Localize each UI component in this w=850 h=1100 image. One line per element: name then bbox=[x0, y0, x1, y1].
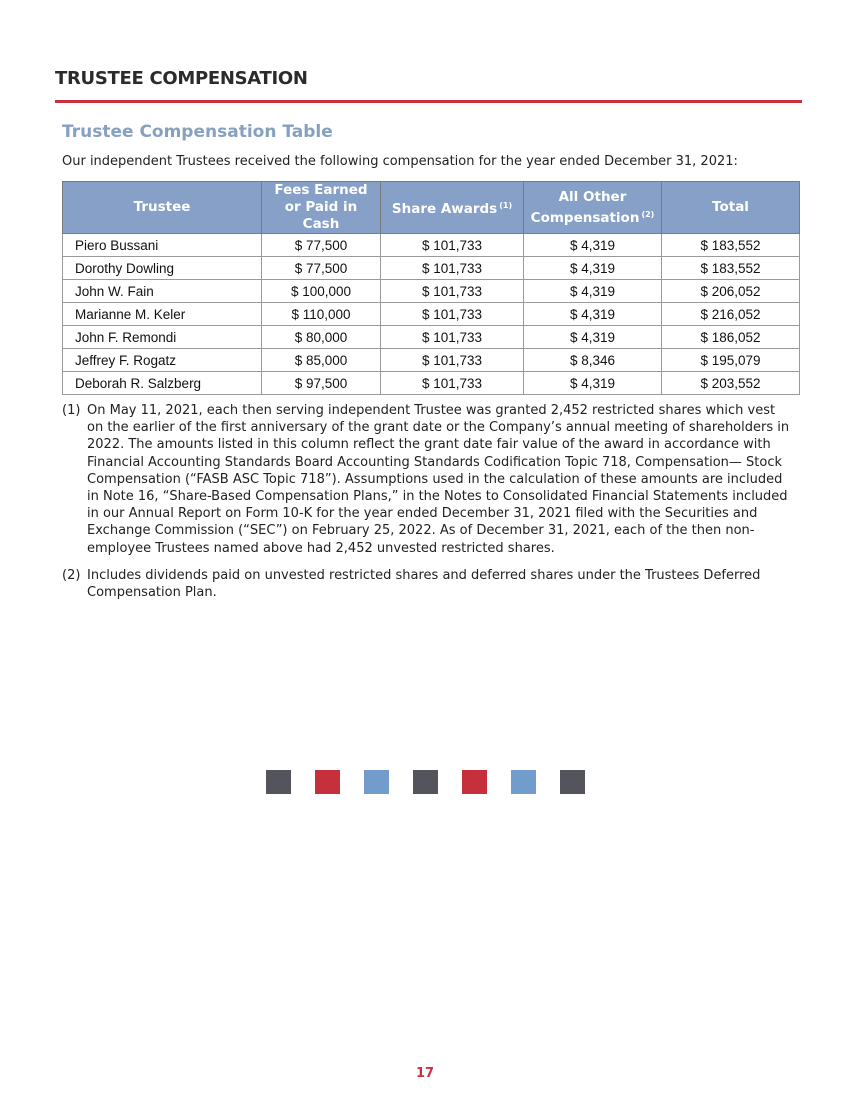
amount-cell: $ 186,052 bbox=[662, 326, 800, 349]
column-header-label: Share Awards bbox=[391, 201, 498, 217]
footnote-ref: (1) bbox=[499, 201, 513, 210]
footnote-text: Includes dividends paid on unvested restricted shares and deferred shares under the Trustees Deferred Compensation Plan. bbox=[87, 567, 761, 601]
footnote-text: On May 11, 2021, each then serving independent Trustee was granted 2,452 restricted shares which vest on the earlier of the first anniversary of the grant date or the Company’s annual meeting of shareholders in 2022. The amounts listed in this column reflect the grant date fair value of the award in accordance with Financial Accounting Standards Board Accounting Standards Codification Topic 718, Compensation— Stock Compensation (“FASB ASC Topic 718”). Assumptions used in the calculation of these amounts are included in Note 16, “Share-Based Compensation Plans,” in the Notes to Consolidated Financial Statements included in our Annual Report on Form 10-K for the year ended December 31, 2021 filed with the Securities and Exchange Commission (“SEC”) on February 25, 2022. As of December 31, 2021, each of the then non-employee Trustees named above had 2,452 unvested restricted shares. bbox=[87, 403, 790, 556]
decorative-square bbox=[462, 770, 487, 794]
trustee-name-cell: John W. Fain bbox=[63, 280, 262, 303]
amount-cell: $ 4,319 bbox=[524, 234, 662, 257]
trustee-name-cell: John F. Remondi bbox=[63, 326, 262, 349]
amount-cell: $ 77,500 bbox=[262, 234, 381, 257]
table-row bbox=[63, 326, 800, 349]
amount-cell: $ 101,733 bbox=[381, 280, 524, 303]
amount-cell: $ 80,000 bbox=[262, 326, 381, 349]
amount-cell: $ 97,500 bbox=[262, 372, 381, 395]
amount-cell: $ 101,733 bbox=[381, 257, 524, 280]
amount-cell: $ 85,000 bbox=[262, 349, 381, 372]
decorative-squares bbox=[266, 770, 609, 794]
footnote-mark: (2) bbox=[62, 567, 81, 583]
table-row bbox=[63, 257, 800, 280]
footnote bbox=[62, 567, 792, 601]
table-row bbox=[63, 280, 800, 303]
table-row bbox=[63, 234, 800, 257]
amount-cell: $ 216,052 bbox=[662, 303, 800, 326]
footnotes bbox=[62, 402, 792, 611]
compensation-table bbox=[62, 181, 800, 395]
amount-cell: $ 8,346 bbox=[524, 349, 662, 372]
footnote-ref: (2) bbox=[641, 209, 655, 219]
decorative-square bbox=[266, 770, 291, 794]
amount-cell: $ 101,733 bbox=[381, 349, 524, 372]
column-header bbox=[262, 182, 381, 234]
section-title: TRUSTEE COMPENSATION bbox=[55, 68, 308, 89]
column-header-label: Trustee bbox=[133, 199, 191, 215]
column-header-label: Compensation bbox=[530, 209, 640, 226]
column-header bbox=[381, 182, 524, 234]
amount-cell: $ 183,552 bbox=[662, 257, 800, 280]
table-row bbox=[63, 349, 800, 372]
column-header-label: Total bbox=[712, 199, 749, 215]
amount-cell: $ 101,733 bbox=[381, 234, 524, 257]
table-row bbox=[63, 372, 800, 395]
amount-cell: $ 4,319 bbox=[524, 257, 662, 280]
table-row bbox=[63, 303, 800, 326]
footnote-mark: (1) bbox=[62, 403, 81, 418]
column-header bbox=[524, 182, 662, 234]
trustee-name-cell: Marianne M. Keler bbox=[63, 303, 262, 326]
column-header-label: All Other bbox=[558, 188, 627, 205]
decorative-square bbox=[560, 770, 585, 794]
decorative-square bbox=[413, 770, 438, 794]
page-number: 17 bbox=[415, 1066, 435, 1081]
table-intro: Our independent Trustees received the following compensation for the year ended December 31, 2021: bbox=[62, 154, 738, 169]
amount-cell: $ 101,733 bbox=[381, 303, 524, 326]
footnote bbox=[62, 402, 792, 557]
amount-cell: $ 110,000 bbox=[262, 303, 381, 326]
amount-cell: $ 203,552 bbox=[662, 372, 800, 395]
amount-cell: $ 4,319 bbox=[524, 280, 662, 303]
table-title: Trustee Compensation Table bbox=[62, 122, 333, 142]
amount-cell: $ 206,052 bbox=[662, 280, 800, 303]
column-header bbox=[662, 182, 800, 234]
table-header-row bbox=[63, 182, 800, 234]
trustee-name-cell: Jeffrey F. Rogatz bbox=[63, 349, 262, 372]
decorative-square bbox=[364, 770, 389, 794]
column-header-label: Fees Earned bbox=[274, 182, 368, 198]
amount-cell: $ 4,319 bbox=[524, 372, 662, 395]
amount-cell: $ 195,079 bbox=[662, 349, 800, 372]
column-header-label: or Paid in Cash bbox=[284, 199, 358, 232]
amount-cell: $ 77,500 bbox=[262, 257, 381, 280]
amount-cell: $ 4,319 bbox=[524, 303, 662, 326]
amount-cell: $ 101,733 bbox=[381, 372, 524, 395]
amount-cell: $ 4,319 bbox=[524, 326, 662, 349]
trustee-name-cell: Deborah R. Salzberg bbox=[63, 372, 262, 395]
trustee-name-cell: Piero Bussani bbox=[63, 234, 262, 257]
trustee-name-cell: Dorothy Dowling bbox=[63, 257, 262, 280]
section-divider bbox=[55, 100, 802, 103]
amount-cell: $ 100,000 bbox=[262, 280, 381, 303]
amount-cell: $ 183,552 bbox=[662, 234, 800, 257]
column-header bbox=[63, 182, 262, 234]
amount-cell: $ 101,733 bbox=[381, 326, 524, 349]
decorative-square bbox=[315, 770, 340, 794]
decorative-square bbox=[511, 770, 536, 794]
table-body bbox=[63, 234, 800, 395]
